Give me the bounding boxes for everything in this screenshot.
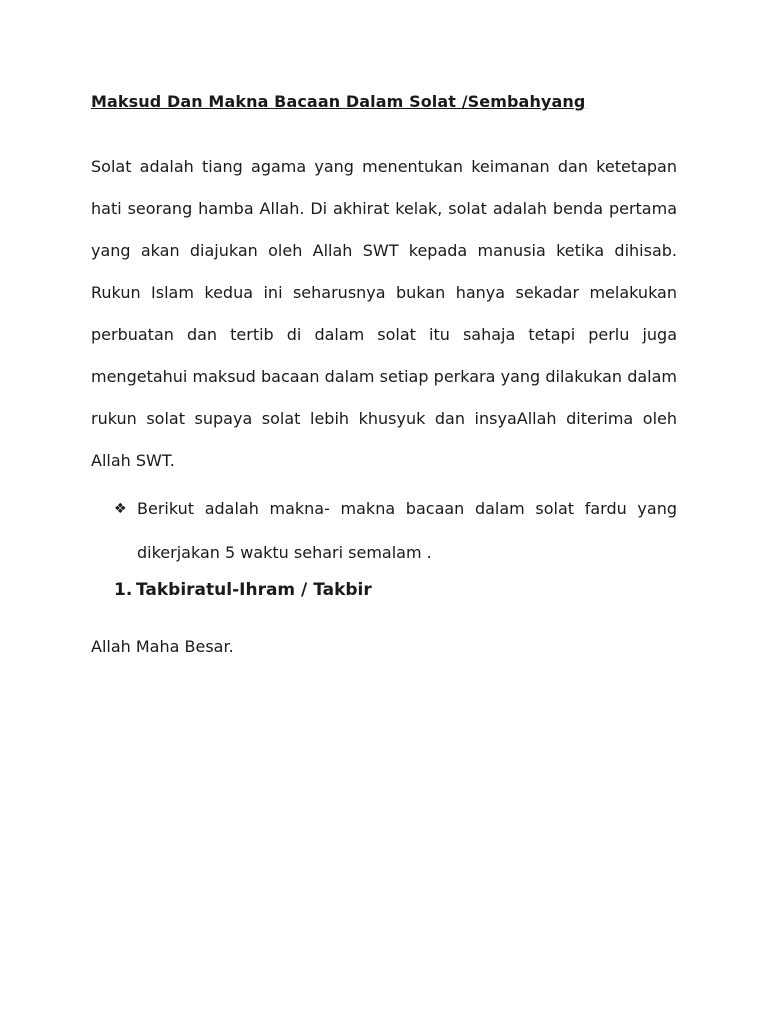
bullet-text: Berikut adalah makna- makna bacaan dalam solat fardu yang dikerjakan 5 waktu sehari semalam . [137,499,677,562]
section-meaning: Allah Maha Besar. [91,637,234,656]
bullet-item [114,494,677,582]
diamond-bullet-icon: ❖ [114,501,127,517]
section-heading [114,580,372,600]
document-title: Maksud Dan Makna Bacaan Dalam Solat /Sembahyang [91,92,586,111]
intro-paragraph: Solat adalah tiang agama yang menentukan keimanan dan ketetapan hati seorang hamba Allah. Di akhirat kelak, solat adalah benda pertama yang akan diajukan oleh Allah SWT kepada manusia ketika dihisab. Rukun Islam kedua ini seharusnya bukan hanya sekadar melakukan perbuatan dan tertib di dalam solat itu sahaja tetapi perlu juga mengetahui maksud bacaan dalam setiap perkara yang dilakukan dalam rukun solat supaya solat lebih khusyuk dan insyaAllah diterima oleh Allah SWT. [91,157,677,470]
section-heading-text: Takbiratul-Ihram / Takbir [136,580,372,600]
section-number: 1. [114,580,133,600]
